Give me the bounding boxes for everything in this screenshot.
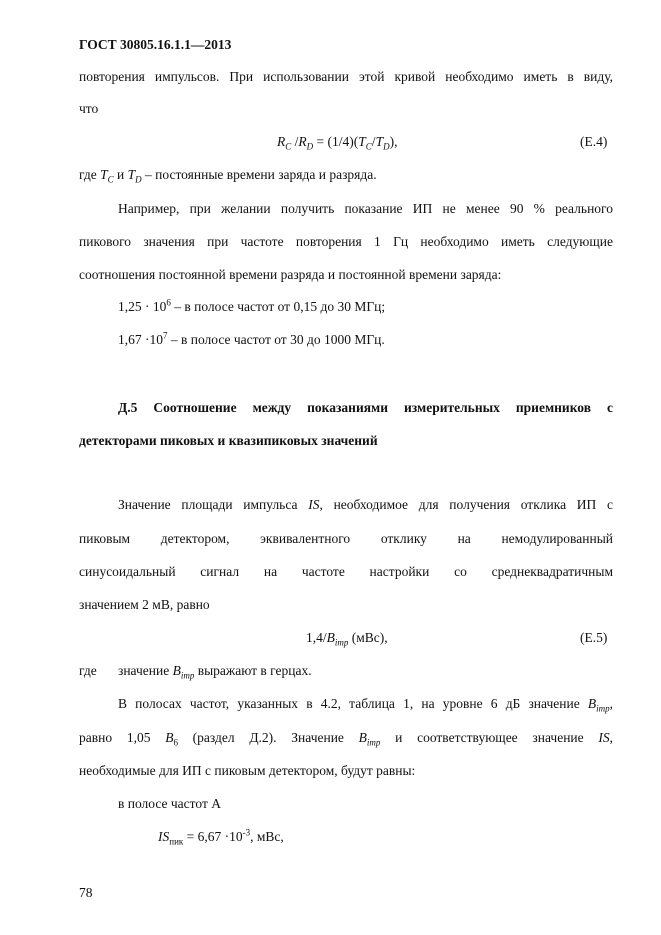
subscript: C [285, 141, 292, 152]
symbol-b: B [165, 730, 174, 745]
symbol-r: R [298, 134, 307, 149]
subscript: imp [180, 670, 195, 681]
paragraph-line: пиковым детектором, эквивалентного отклику на немодулированный [79, 531, 613, 546]
document-header: ГОСТ 30805.16.1.1—2013 [79, 37, 232, 52]
where-line [118, 663, 312, 681]
paragraph-line: соотношения постоянной времени разряда и постоянной времени заряда: [79, 267, 502, 282]
subscript: C [365, 141, 372, 152]
equation-number: (Е.5) [580, 630, 608, 645]
para-text: В полосах частот, указанных в 4.2, таблица 1, на уровне 6 дБ значение [118, 696, 588, 711]
symbol-t: T [127, 167, 136, 182]
equation-text: = 6,67 ·10 [183, 829, 243, 844]
para-text: , необходимое для получения отклика ИП с [319, 497, 613, 512]
subscript: C [107, 174, 114, 185]
ratio-line [118, 330, 385, 347]
equation-text: 1,4/ [306, 630, 327, 645]
where-line [79, 167, 377, 185]
exponent: 7 [163, 330, 168, 341]
page-number: 78 [79, 885, 93, 900]
para-text: равно 1,05 [79, 730, 166, 745]
paragraph-line [118, 696, 613, 714]
paragraph-line: повторения импульсов. При использовании этой кривой необходимо иметь в виду, [79, 69, 613, 84]
symbol-is: IS [598, 730, 610, 745]
equation-text: = (1/4)( [313, 134, 359, 149]
equation-text: ), [389, 134, 398, 149]
paragraph-line: необходимые для ИП с пиковым детектором, будут равны: [79, 763, 416, 778]
paragraph-line [79, 730, 613, 748]
section-heading: Д.5 Соотношение между показаниями измерительных приемников с [118, 400, 613, 415]
section-heading: детекторами пиковых и квазипиковых значений [79, 433, 378, 448]
exponent: 6 [166, 297, 171, 308]
paragraph-line: значением 2 мВ, равно [79, 597, 210, 612]
ratio-text: 1,67 ·10 [118, 332, 163, 347]
symbol-t: T [375, 134, 384, 149]
subscript: 6 [173, 737, 178, 748]
equation-is-peak [158, 827, 284, 847]
where-text: и [113, 167, 128, 182]
equation-text: (мВс), [348, 630, 388, 645]
equation-text: , мВс, [250, 829, 284, 844]
symbol-b: B [326, 630, 335, 645]
ratio-text: – в полосе частот от 30 до 1000 МГц. [167, 332, 385, 347]
paragraph-line: Например, при желании получить показание ИП не менее 90 % реального [118, 201, 613, 216]
subscript: пик [169, 836, 184, 847]
exponent: -3 [242, 827, 251, 838]
symbol-b: B [358, 730, 367, 745]
symbol-r: R [277, 134, 286, 149]
paragraph-line: что [79, 101, 99, 116]
symbol-is: IS [158, 829, 170, 844]
subscript: D [383, 141, 390, 152]
ratio-text: 1,25 · 10 [118, 299, 167, 314]
equation-text: / [291, 134, 299, 149]
para-text: , [609, 696, 613, 711]
band-label: в полосе частот А [118, 796, 221, 811]
subscript: D [135, 174, 142, 185]
symbol-t: T [358, 134, 366, 149]
equation-number: (Е.4) [580, 134, 608, 149]
equation-e4 [277, 134, 398, 152]
paragraph-line: синусоидальный сигнал на частоте настройки со среднеквадратичным [79, 564, 613, 579]
equation-e5 [306, 630, 388, 648]
paragraph-line [118, 498, 613, 512]
subscript: imp [596, 703, 610, 714]
para-text: и соответствующее значение [380, 730, 599, 745]
symbol-is: IS [308, 497, 320, 512]
paragraph-line: пикового значения при частоте повторения 1 Гц необходимо иметь следующие [79, 234, 613, 249]
ratio-text: – в полосе частот от 0,15 до 30 МГц; [170, 299, 386, 314]
para-text: , [609, 730, 613, 745]
para-text: Значение площади импульса [118, 497, 309, 512]
para-text: (раздел Д.2). Значение [177, 730, 359, 745]
where-text: выражают в герцах. [194, 663, 312, 678]
subscript: imp [334, 637, 349, 648]
where-text: – постоянные времени заряда и разряда. [141, 167, 377, 182]
symbol-b: B [172, 663, 181, 678]
symbol-b: B [587, 696, 597, 711]
ratio-line [118, 297, 386, 314]
where-text: где [79, 167, 101, 182]
where-label: где [79, 663, 97, 678]
symbol-t: T [100, 167, 108, 182]
where-text: значение [118, 663, 173, 678]
equation-text: / [371, 134, 376, 149]
subscript: imp [366, 737, 381, 748]
subscript: D [306, 141, 314, 152]
